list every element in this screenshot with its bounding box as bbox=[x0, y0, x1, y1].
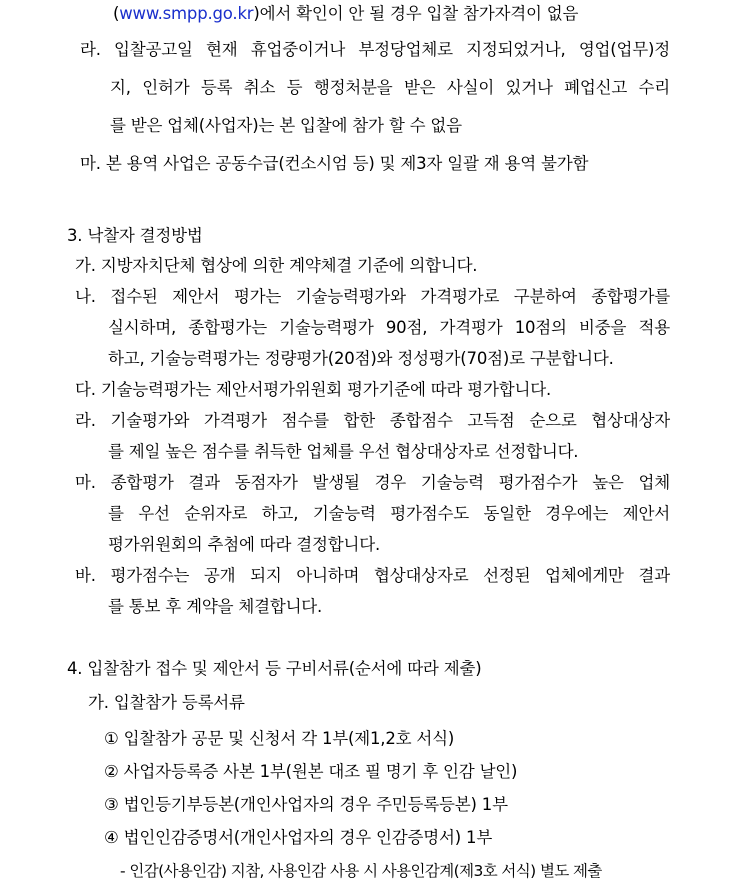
paren-open: ( bbox=[113, 4, 120, 23]
doc-item-1: ① 입찰참가 공문 및 신청서 각 1부(제1,2호 서식) bbox=[104, 729, 455, 748]
notice-line-url bbox=[113, 4, 578, 24]
s3-item-na-line-2: 실시하며, 종합평가는 기술능력평가 90점, 가격평가 10점의 비중을 적용 bbox=[108, 318, 670, 337]
s3-item-ba-line-2: 를 통보 후 계약을 체결합니다. bbox=[108, 597, 323, 616]
smpp-link[interactable]: www.smpp.go.kr bbox=[119, 4, 254, 23]
s3-item-na-line-1: 나. 접수된 제안서 평가는 기술능력평가와 가격평가로 구분하여 종합평가를 bbox=[75, 287, 670, 306]
section3-heading: 3. 낙찰자 결정방법 bbox=[67, 226, 203, 245]
s3-item-ma-line-1: 마. 종합평가 결과 동점자가 발생될 경우 기술능력 평가점수가 높은 업체 bbox=[75, 473, 670, 492]
s3-item-ma-line-2: 를 우선 순위자로 하고, 기술능력 평가점수도 동일한 경우에는 제안서 bbox=[108, 504, 670, 523]
s3-item-ga: 가. 지방자치단체 협상에 의한 계약체결 기준에 의합니다. bbox=[75, 256, 478, 275]
item-ra-line-3: 를 받은 업체(사업자)는 본 입찰에 참가 할 수 없음 bbox=[110, 116, 462, 135]
section4-subheading: 가. 입찰참가 등록서류 bbox=[88, 693, 245, 712]
url-line-text: )에서 확인이 안 될 경우 입찰 참가자격이 없음 bbox=[253, 4, 579, 23]
section4-heading: 4. 입찰참가 접수 및 제안서 등 구비서류(순서에 따라 제출) bbox=[67, 659, 482, 678]
s3-item-ma-line-3: 평가위원회의 추첨에 따라 결정합니다. bbox=[108, 535, 381, 554]
doc-item-2: ② 사업자등록증 사본 1부(원본 대조 필 명기 후 인감 날인) bbox=[104, 762, 518, 781]
doc-item-4: ④ 법인인감증명서(개인사업자의 경우 인감증명서) 1부 bbox=[104, 828, 493, 847]
seal-note: - 인감(사용인감) 지참, 사용인감 사용 시 사용인감계(제3호 서식) 별도 제출 bbox=[120, 862, 602, 880]
item-ra-line-1: 라. 입찰공고일 현재 휴업중이거나 부정당업체로 지정되었거나, 영업(업무)정 bbox=[80, 40, 670, 59]
s3-item-da: 다. 기술능력평가는 제안서평가위원회 평가기준에 따라 평가합니다. bbox=[75, 380, 552, 399]
s3-item-ba-line-1: 바. 평가점수는 공개 되지 아니하며 협상대상자로 선정된 업체에게만 결과 bbox=[75, 566, 670, 585]
s3-item-ra-line-2: 를 제일 높은 점수를 취득한 업체를 우선 협상대상자로 선정합니다. bbox=[108, 442, 579, 461]
item-ma-line: 마. 본 용역 사업은 공동수급(컨소시엄 등) 및 제3자 일괄 재 용역 불가함 bbox=[80, 154, 589, 173]
item-ra-line-2: 지, 인허가 등록 취소 등 행정처분을 받은 사실이 있거나 폐업신고 수리 bbox=[110, 78, 670, 97]
s3-item-na-line-3: 하고, 기술능력평가는 정량평가(20점)와 정성평가(70점)로 구분합니다. bbox=[108, 349, 614, 368]
s3-item-ra-line-1: 라. 기술평가와 가격평가 점수를 합한 종합점수 고득점 순으로 협상대상자 bbox=[75, 411, 670, 430]
doc-item-3: ③ 법인등기부등본(개인사업자의 경우 주민등록등본) 1부 bbox=[104, 795, 508, 814]
